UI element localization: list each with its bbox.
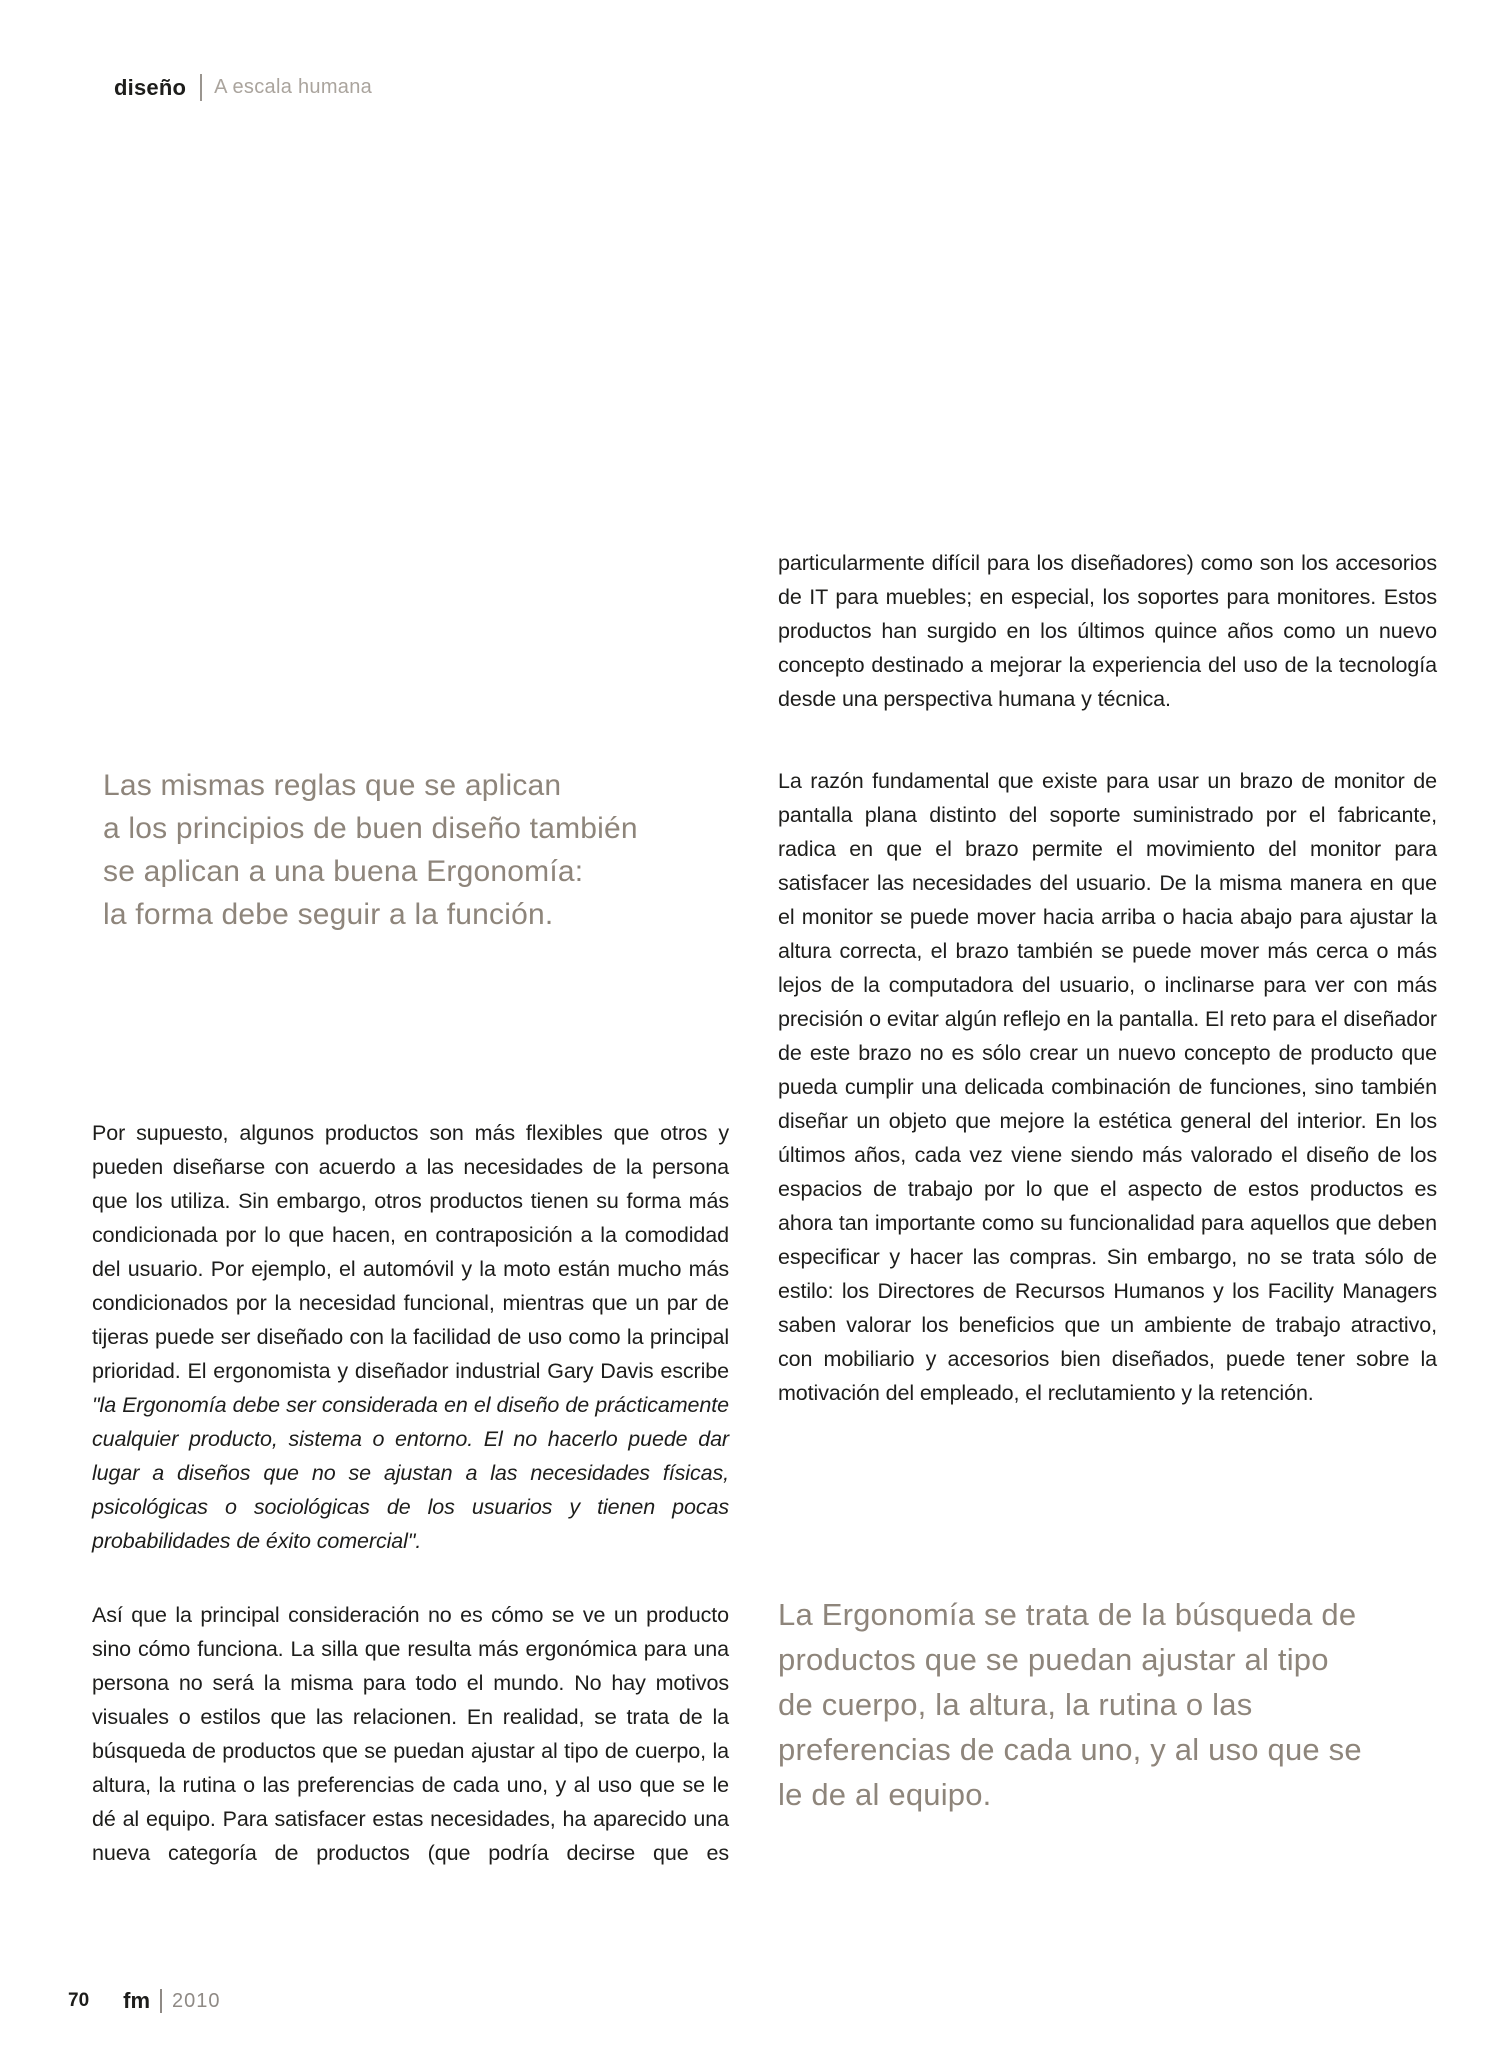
pull-quote-line: le de al equipo. [778,1777,992,1812]
pull-quote-line: La Ergonomía se trata de la búsqueda de [778,1597,1357,1632]
left-column [92,1116,729,1870]
page-header [114,74,372,101]
page-number: 70 [68,1990,90,2011]
body-paragraph: particularmente difícil para los diseñadores) como son los accesorios de IT para muebles; en especial, los soportes para monitores. Estos productos han surgido en los últimos quince años como un nuevo concepto destinado a mejorar la experiencia del uso de la tecnología desde una perspectiva humana y técnica. [778,551,1437,711]
pull-quote-right [778,1592,1443,1817]
right-column [778,546,1437,1410]
footer-divider [160,1989,162,2013]
pull-quote-left [103,764,723,936]
pull-quote-line: se aplican a una buena Ergonomía: [103,855,584,888]
section-subtitle: A escala humana [214,76,373,98]
pull-quote-line: a los principios de buen diseño también [103,812,638,845]
pull-quote-line: preferencias de cada uno, y al uso que se [778,1732,1362,1767]
body-paragraph: Así que la principal consideración no es cómo se ve un producto sino cómo funciona. La silla que resulta más ergonómica para una persona no será la misma para todo el mundo. No hay motivos visuales o estilos que las relacionen. En realidad, se trata de la búsqueda de productos que se puedan ajustar al tipo de cuerpo, la altura, la rutina o las preferencias de cada uno, y al uso que se le dé al equipo. Para satisfacer estas necesidades, ha aparecido una nueva categoría de productos (que podría decirse que es [92,1603,729,1865]
pull-quote-line: la forma debe seguir a la función. [103,898,554,931]
inline-quote: "la Ergonomía debe ser considerada en el diseño de prácticamente cualquier producto, sistema o entorno. El no hacerlo puede dar lugar a diseños que no se ajustan a las necesidades físicas, psicológicas o sociológicas de los usuarios y tienen pocas probabilidades de éxito comercial". [92,1393,729,1553]
pull-quote-line: de cuerpo, la altura, la rutina o las [778,1687,1253,1722]
pull-quote-line: productos que se puedan ajustar al tipo [778,1642,1329,1677]
body-paragraph: La razón fundamental que existe para usar un brazo de monitor de pantalla plana distinto del soporte suministrado por el fabricante, radica en que el brazo permite el movimiento del monitor para satisfacer las necesidades del usuario. De la misma manera en que el monitor se puede mover hacia arriba o hacia abajo para ajustar la altura correcta, el brazo también se puede mover más cerca o más lejos de la computadora del usuario, o inclinarse para ver con más precisión o evitar algún reflejo en la pantalla. El reto para el diseñador de este brazo no es sólo crear un nuevo concepto de producto que pueda cumplir una delicada combinación de funciones, sino también diseñar un objeto que mejore la estética general del interior. En los últimos años, cada vez viene siendo más valorado el diseño de los espacios de trabajo por lo que el aspecto de estos productos es ahora tan importante como su funcionalidad para aquellos que deben especificar y hacer las compras. Sin embargo, no se trata sólo de estilo: los Directores de Recursos Humanos y los Facility Managers saben valorar los beneficios que un ambiente de trabajo atractivo, con mobiliario y accesorios bien diseñados, puede tener sobre la motivación del empleado, el reclutamiento y la retención. [778,769,1437,1405]
header-divider [200,74,202,101]
magazine-logo: fm [123,1988,151,2013]
paragraph-text: Por supuesto, algunos productos son más flexibles que otros y pueden diseñarse con acuerdo a las necesidades de la persona que los utiliza. Sin embargo, otros productos tienen su forma más condicionada por lo que hacen, en contraposición a la comodidad del usuario. Por ejemplo, el automóvil y la moto están mucho más condicionados por la necesidad funcional, mientras que un par de tijeras puede ser diseñado con la facilidad de uso como la principal prioridad. El ergonomista y diseñador industrial Gary Davis escribe [92,1121,729,1383]
pull-quote-line: Las mismas reglas que se aplican [103,769,562,802]
body-paragraph [92,1116,729,1558]
section-title: diseño [114,74,187,100]
footer-year: 2010 [172,1989,221,2012]
page-footer [68,1988,221,2014]
